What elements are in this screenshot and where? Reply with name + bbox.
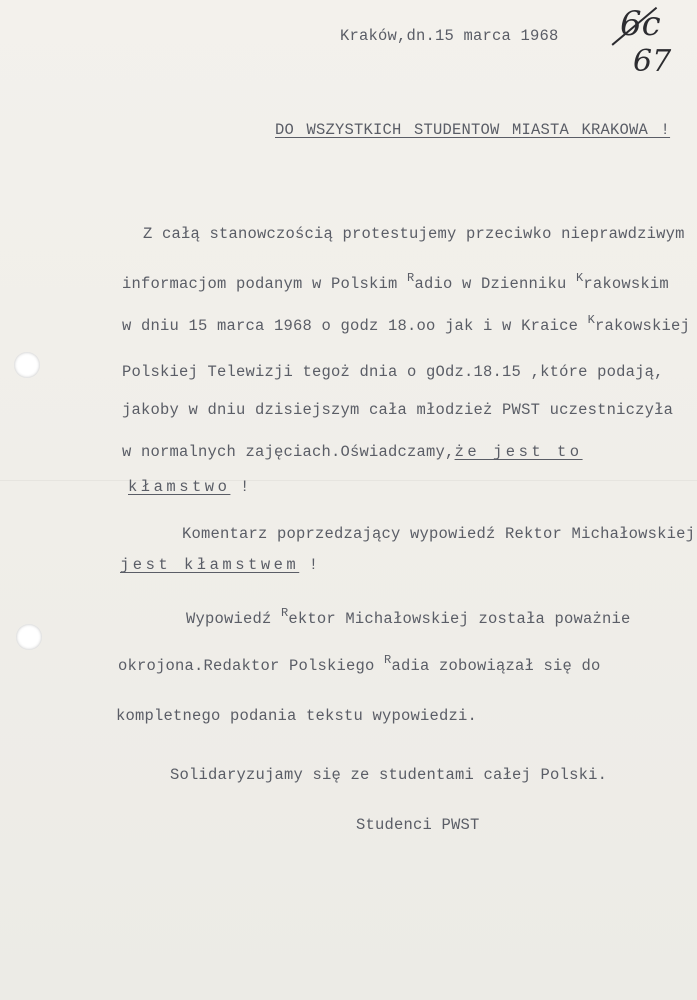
paragraph2-line1: Komentarz poprzedzający wypowiedź Rektor Michałowskiej <box>182 525 696 543</box>
paper-fold <box>0 480 697 481</box>
paragraph1-line3 <box>122 313 690 335</box>
text-span: informacjom podanym w Polskim <box>122 275 408 293</box>
paragraph1-line6 <box>122 443 583 461</box>
text-span: ! <box>239 478 250 496</box>
text-span: Wypowiedź <box>186 610 282 628</box>
text-span: adio w Dzienniku <box>414 275 576 293</box>
superscript-letter: K <box>575 271 584 285</box>
text-span: ! <box>308 556 319 574</box>
text-span: ektor Michałowskiej została poważnie <box>288 610 631 628</box>
text-span: w normalnych zajęciach.Oświadczamy, <box>122 443 455 461</box>
place-date: Kraków,dn.15 marca 1968 <box>340 27 559 45</box>
text-span: rakowskim <box>583 275 669 293</box>
document-title: DO WSZYSTKICH STUDENTOW MIASTA KRAKOWA ! <box>275 121 671 139</box>
superscript-letter: R <box>384 653 392 667</box>
paragraph3-line3: kompletnego podania tekstu wypowiedzi. <box>116 707 478 725</box>
paragraph1-line1: Z całą stanowczością protestujemy przeciwko nieprawdziwym <box>143 225 685 243</box>
paragraph1-line4: Polskiej Telewizji tegoż dnia o gOdz.18.15 ,które podają, <box>122 363 664 381</box>
paragraph1-line5: jakoby w dniu dzisiejszym cała młodzież PWST uczestniczyła <box>122 401 674 419</box>
archive-mark-bottom: 67 <box>633 44 672 79</box>
superscript-letter: K <box>587 313 595 327</box>
text-span: adia zobowiązał się do <box>391 657 601 675</box>
text-span: okrojona.Redaktor Polskiego <box>118 657 385 675</box>
archive-mark-top: 6c <box>620 4 661 44</box>
paragraph2-line2 <box>120 556 318 574</box>
closing-line: Solidaryzujamy się ze studentami całej Polski. <box>170 766 608 784</box>
superscript-letter: R <box>281 606 289 620</box>
paragraph1-line7 <box>128 478 249 496</box>
punch-hole-top <box>14 352 40 378</box>
superscript-letter: R <box>407 271 415 285</box>
emphasized-text: że jest to <box>454 443 583 461</box>
text-span: rakowskiej <box>594 317 690 335</box>
text-span: w dniu 15 marca 1968 o godz 18.oo jak i w Kraice <box>122 317 588 335</box>
punch-hole-bottom <box>16 624 42 650</box>
signature: Studenci PWST <box>356 816 480 834</box>
paragraph3-line2 <box>118 653 601 675</box>
paragraph3-line1 <box>186 606 631 628</box>
emphasized-text: kłamstwo <box>128 478 231 496</box>
emphasized-text: jest kłamstwem <box>120 556 300 574</box>
paragraph1-line2 <box>122 271 669 293</box>
